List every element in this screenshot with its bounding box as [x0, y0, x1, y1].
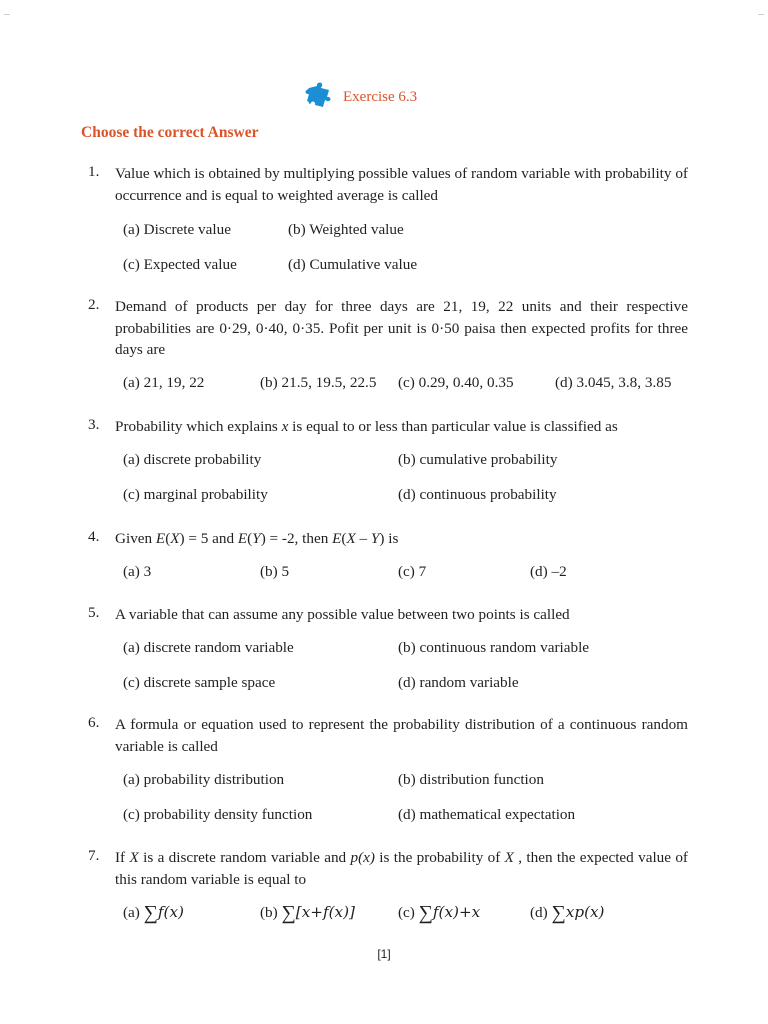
question-text: Given E(X) = 5 and E(Y) = -2, then E(X – Y) is	[115, 530, 399, 547]
exercise-title: Exercise 6.3	[343, 89, 418, 105]
option-expression: [x+f(x)]	[295, 903, 355, 921]
question-6	[88, 714, 688, 757]
question-number: 4.	[88, 528, 100, 545]
exercise-header	[303, 80, 417, 115]
question-3	[88, 416, 688, 438]
question-text: Value which is obtained by multiplying possible values of random variable with probability of occurrence and is equal to weighted average is called	[115, 165, 688, 204]
page-number: [1]	[377, 947, 391, 961]
question-4	[88, 528, 688, 550]
option-d: (d) 3.045, 3.8, 3.85	[555, 374, 672, 391]
summation-symbol: ∑	[143, 902, 158, 924]
option-b: (b) ∑[x+f(x)]	[260, 902, 355, 924]
question-text: Demand of products per day for three days are 21, 19, 22 units and their respective probabilities are 0·29, 0·40, 0·35. Pofit per unit is 0·50 paisa then expected profits for three days are	[115, 298, 688, 358]
summation-symbol: ∑	[418, 902, 433, 924]
option-d: (d) Cumulative value	[288, 256, 418, 273]
option-c: (c) marginal probability	[123, 486, 268, 503]
option-a: (a) 3	[123, 563, 152, 580]
question-text: A variable that can assume any possible value between two points is called	[115, 606, 570, 623]
question-number: 3.	[88, 416, 100, 433]
question-5	[88, 604, 688, 626]
option-a: (a) discrete random variable	[123, 639, 294, 656]
summation-symbol: ∑	[281, 902, 296, 924]
question-7	[88, 847, 688, 890]
question-text: Probability which explains x is equal to or less than particular value is classified as	[115, 418, 618, 435]
option-c: (c) 0.29, 0.40, 0.35	[398, 374, 514, 391]
question-number: 7.	[88, 847, 100, 864]
summation-symbol: ∑	[551, 902, 566, 924]
option-b: (b) 21.5, 19.5, 22.5	[260, 374, 377, 391]
crop-mark-right	[758, 14, 764, 21]
option-expression: f(x)	[157, 903, 184, 921]
option-c: (c) 7	[398, 563, 427, 580]
option-c: (c) ∑f(x)+x	[398, 902, 481, 924]
option-d: (d) continuous probability	[398, 486, 557, 503]
question-number: 2.	[88, 296, 100, 313]
option-b: (b) distribution function	[398, 771, 544, 788]
question-number: 1.	[88, 163, 100, 180]
option-d: (d) mathematical expectation	[398, 806, 576, 823]
option-d: (d) –2	[530, 563, 567, 580]
option-expression: xp(x)	[565, 903, 605, 921]
option-a: (a) probability distribution	[123, 771, 285, 788]
question-2	[88, 296, 688, 361]
option-d: (d) ∑xp(x)	[530, 902, 605, 924]
option-a: (a) ∑f(x)	[123, 902, 184, 924]
question-number: 6.	[88, 714, 100, 731]
question-number: 5.	[88, 604, 100, 621]
option-expression: f(x)+x	[432, 903, 481, 921]
question-text: A formula or equation used to represent the probability distribution of a continuous random variable is called	[115, 716, 688, 755]
question-text: If X is a discrete random variable and p(x) is the probability of X , then the expected value of this random variable is equal to	[115, 849, 688, 888]
section-title: Choose the correct Answer	[81, 124, 259, 141]
option-b: (b) 5	[260, 563, 290, 580]
option-c: (c) Expected value	[123, 256, 237, 273]
option-a: (a) discrete probability	[123, 451, 262, 468]
option-a: (a) Discrete value	[123, 221, 231, 238]
option-c: (c) discrete sample space	[123, 674, 276, 691]
option-d: (d) random variable	[398, 674, 519, 691]
puzzle-icon	[303, 80, 337, 115]
option-b: (b) Weighted value	[288, 221, 404, 238]
option-a: (a) 21, 19, 22	[123, 374, 205, 391]
option-b: (b) continuous random variable	[398, 639, 590, 656]
crop-mark-left	[4, 14, 10, 21]
option-c: (c) probability density function	[123, 806, 313, 823]
question-1	[88, 163, 688, 206]
option-b: (b) cumulative probability	[398, 451, 558, 468]
